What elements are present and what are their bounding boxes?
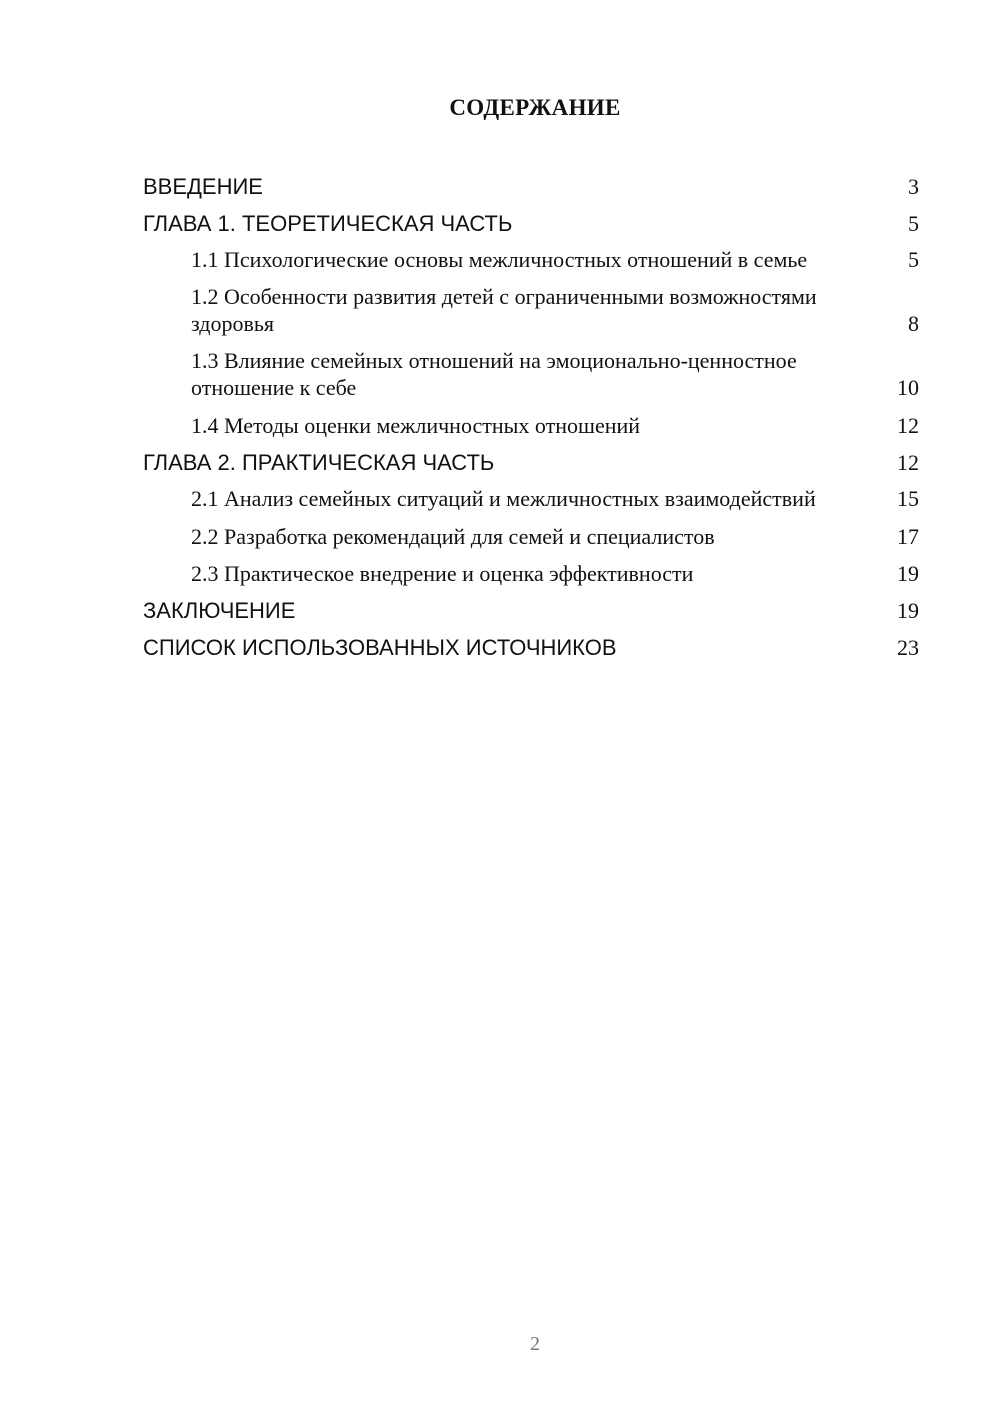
toc-entry-section-2-2 [143,518,919,555]
toc-entry-page: 15 [897,486,919,511]
toc-entry-section-1-3 [143,343,919,407]
toc-entry-page: 19 [897,561,919,586]
toc-entry-page: 23 [897,635,919,660]
toc-entry-text: 2.1 Анализ семейных ситуаций и межличностных взаимодействий [191,486,816,511]
toc-entry-chapter-2 [143,444,919,481]
toc-entry-section-1-2 [143,279,919,343]
toc-entry-page: 5 [908,247,919,272]
toc-entry-text: 1.2 Особенности развития детей с ограниченными возможностями здоровья [191,284,817,336]
toc-entry-text: СПИСОК ИСПОЛЬЗОВАННЫХ ИСТОЧНИКОВ [143,635,617,660]
toc-entry-page: 17 [897,524,919,549]
toc-entry-page: 19 [897,598,919,623]
toc-entry-introduction [143,168,919,205]
toc-entry-text: 2.3 Практическое внедрение и оценка эффективности [191,561,694,586]
toc-entry-references [143,629,919,666]
toc-entry-page: 5 [908,211,919,236]
toc-entry-page: 12 [897,413,919,438]
toc-entry-text: ГЛАВА 2. ПРАКТИЧЕСКАЯ ЧАСТЬ [143,450,495,475]
toc-entry-page: 10 [897,375,919,400]
toc-entry-page: 12 [897,450,919,475]
toc-entry-text: 1.4 Методы оценки межличностных отношений [191,413,641,438]
toc-entry-section-2-3 [143,555,919,592]
toc-entry-text: ГЛАВА 1. ТЕОРЕТИЧЕСКАЯ ЧАСТЬ [143,211,513,236]
toc-entry-page: 8 [908,311,919,336]
toc-entry-text: 1.3 Влияние семейных отношений на эмоционально-ценностное отношение к себе [191,348,797,400]
toc-entry-text: 2.2 Разработка рекомендаций для семей и специалистов [191,524,715,549]
toc-entry-section-1-1 [143,242,919,279]
toc-entry-section-2-1 [143,481,919,518]
toc-entry-text: 1.1 Психологические основы межличностных отношений в семье [191,247,808,272]
page-number: 2 [530,1333,540,1355]
table-of-contents [143,168,919,666]
page-title: СОДЕРЖАНИЕ [449,95,621,120]
toc-entry-text: ВВЕДЕНИЕ [143,174,263,199]
toc-entry-conclusion [143,592,919,629]
toc-entry-chapter-1 [143,205,919,242]
toc-entry-page: 3 [908,174,919,199]
toc-entry-section-1-4 [143,407,919,444]
toc-entry-text: ЗАКЛЮЧЕНИЕ [143,598,296,623]
